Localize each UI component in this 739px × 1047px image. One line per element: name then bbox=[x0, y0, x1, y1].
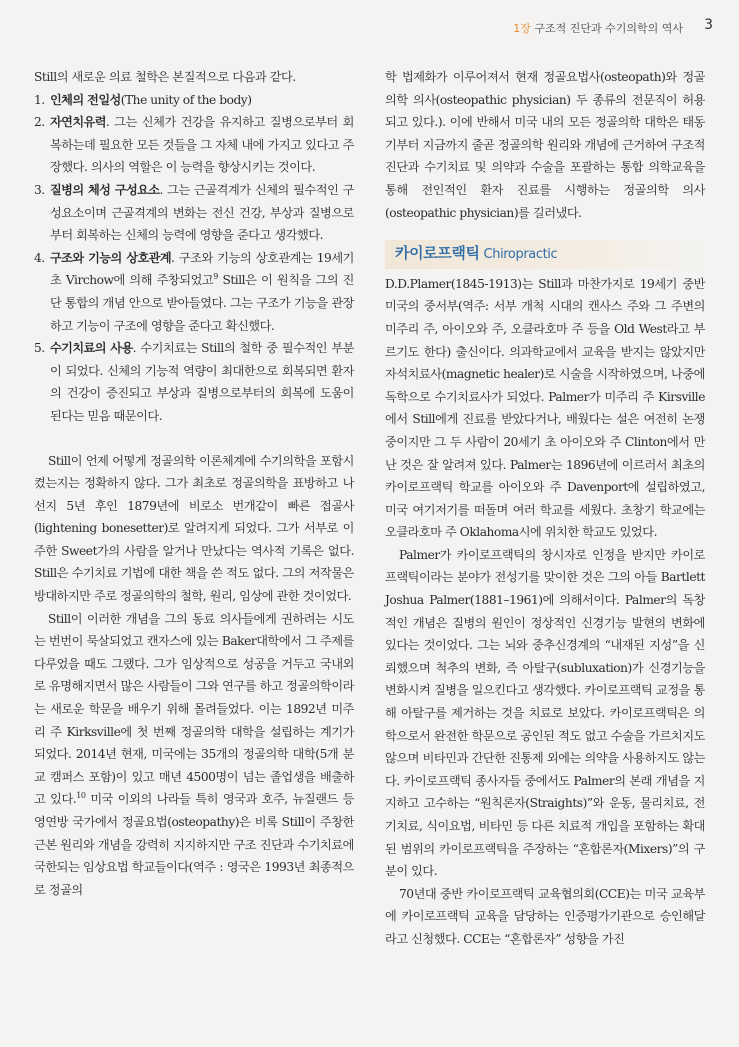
list-item bbox=[34, 179, 354, 247]
body-paragraph: Palmer가 카이로프랙틱의 창시자로 인정을 받지만 카이로프랙틱이라는 분야가 전성기를 맞이한 것은 그의 아들 Bartlett Joshua Palmer(1881–1961)에 의해서이다. Palmer의 독창적인 개념은 질병의 원인이 정상적인 신경기능 발현의 변화에 있다는 것이었다. 그는 뇌와 중추신경계의 “내재된 지성”을 신뢰했으며 척추의 변화, 즉 아탈구(subluxation)가 신경기능을 변화시켜 질병을 일으킨다고 생각했다. 카이로프랙틱 교정을 통해 아탈구를 제거하는 것을 치료로 보았다. 카이로프랙틱은 의학으로서 완전한 학문으로 공인된 적도 없고 수술을 가르치지도 않으며 비타민과 간단한 진통제 외에는 의약을 사용하지도 않는다. 카이로프랙틱 종사자들 중에서도 Palmer의 본래 개념을 지지하고 고수하는 “원칙론자(Straights)”와 운동, 물리치료, 전기치료, 식이요법, 비타민 등 다른 치료적 개입을 포함하는 확대된 범위의 카이로프랙틱을 주장하는 “혼합론자(Mixers)”의 구분이 있다. bbox=[385, 547, 705, 879]
item-number: 5. bbox=[34, 341, 45, 356]
principles-list bbox=[34, 89, 354, 428]
chapter-title: 구조적 진단과 수기의학의 역사 bbox=[534, 22, 683, 35]
item-term: 구조와 기능의 상호관계 bbox=[50, 250, 172, 265]
item-text: . 구조와 기능의 상호관계는 19세기 초 Virchow에 의해 주창되었고 bbox=[50, 250, 354, 288]
section-title-korean: 카이로프랙틱 bbox=[395, 244, 480, 263]
item-term: 자연치유력 bbox=[50, 115, 106, 130]
item-number: 3. bbox=[34, 182, 45, 197]
item-term: 질병의 체성 구성요소 bbox=[50, 182, 160, 197]
item-number: 1. bbox=[34, 92, 45, 107]
item-number: 4. bbox=[34, 250, 45, 265]
chapter-number: 1장 bbox=[513, 22, 531, 35]
body-paragraph: 70년대 중반 카이로프랙틱 교육협의회(CCE)는 미국 교육부에 카이로프랙틱 교육을 담당하는 인증평가기관으로 승인해달라고 신청했다. CCE는 “혼합론자” 성향을 가진 bbox=[385, 886, 705, 946]
body-paragraph: 학 법제화가 이루어져서 현재 정골요법사(osteopath)와 정골의학 의사(osteopathic physician) 두 종류의 전문직이 허용되고 있다.). 이에 반해서 미국 내의 모든 정골의학 대학은 태동기부터 지금까지 줄곧 정골의학 원리와 개념에 근거하여 구조적 진단과 수기치료 및 의약과 수술을 포괄하는 통합 의학교육을 통해 전인적인 환자 진료를 시행하는 정골의학 의사(osteopathic physician)를 길러냈다. bbox=[385, 70, 705, 220]
page-header bbox=[0, 0, 739, 44]
paragraph-text: Still이 이러한 개념을 그의 동료 의사들에게 권하려는 시도는 번번이 묵살되었고 캔자스에 있는 Baker대학에서 그 주제를 다루었을 때도 그랬다. 그가 임상적으로 성공을 거두고 국내외로 유명해지면서 많은 사람들이 그와 연구를 하고 정골의학이라는 새로운 학문을 배우기 위해 몰려들었다. 이는 1892년 미주리 주 Kirksville에 첫 번째 정골의학 대학을 설립하는 계기가 되었다. 2014년 현재, 미국에는 35개의 정골의학 대학(5개 분교 캠퍼스 포함)이 있고 매년 4500명이 넘는 졸업생을 배출하고 있다. bbox=[34, 611, 354, 807]
intro-text: Still의 새로운 의료 철학은 본질적으로 다음과 같다. bbox=[34, 70, 296, 84]
paragraph-text-continued: 미국 이외의 나라들 특히 영국과 호주, 뉴질랜드 등 영연방 국가에서 정골요법(osteopathy)은 비록 Still이 주창한 근본 원리와 개념을 강력히 지지하지만 구조 진단과 수기치료에 국한되는 임상요법 학교들이다(역주 : 영국은 1993년 최종적으로 정골의 bbox=[34, 792, 354, 897]
item-term: 수기치료의 사용 bbox=[50, 341, 133, 356]
item-text: . 수기치료는 Still의 철학 중 필수적인 부분이 되었다. 신체의 기능적 역량이 최대한으로 회복되면 환자의 건강이 증진되고 부상과 질병으로부터의 회복에 도움이 된다는 믿음 때문이다. bbox=[50, 341, 354, 423]
body-paragraph: D.D.Plamer(1845-1913)는 Still과 마찬가지로 19세기 중반 미국의 중서부(역주: 서부 개척 시대의 캔사스 주와 그 주변의 미주리 주, 아이오와 주, 오클라호마 주 등을 Old West라고 부르기도 한다) 출신이다. 의과학교에서 교육을 받지는 않았지만 자석치료사(magnetic healer)로 시술을 시작하였으며, 나중에 독학으로 수기치료사가 되었다. Palmer가 미주리 주 Kirsville에서 Still에게 진료를 받았다거나, 배웠다는 설은 여전히 논쟁 중이지만 그 두 사람이 20세기 초 아이오와 주 Clinton에서 만난 것은 잘 알려져 있다. Palmer는 1896년에 이르러서 최초의 카이로프랙틱 학교를 아이오와 주 Davenport에 설립하였고, 미국 여기저기를 떠돌며 여러 학교를 세웠다. 초창기 학교에는 오클라호마 주 Oklahoma시에 위치한 학교도 있었다. bbox=[385, 276, 705, 540]
item-term: 인체의 전일성 bbox=[50, 92, 121, 107]
item-text: . 그는 근골격계가 신체의 필수적인 구성요소이며 근골격계의 변화는 전신 건강, 부상과 질병으로부터 회복하는 신체의 능력에 영향을 준다고 생각했다. bbox=[50, 182, 354, 243]
body-paragraph: Still이 언제 어떻게 정골의학 이론체계에 수기의학을 포함시켰는지는 정확하지 않다. 그가 최초로 정골의학을 표방하고 나선지 5년 후인 1879년에 비로소 번개같이 빠른 접골사(lightening bonesetter)로 알려지게 되었다. 그가 서부로 이주한 Sweet가의 사람을 알거나 만났다는 역사적 기록은 없다. Still은 수기치료 기법에 대한 책을 쓴 적도 없다. 그의 저작물은 방대하지만 주로 정골의학의 철학, 원리, 임상에 관한 것이었다. bbox=[34, 453, 354, 604]
right-column bbox=[385, 66, 705, 951]
list-item bbox=[34, 337, 354, 427]
page-number: 3 bbox=[704, 17, 713, 33]
footnote-ref: 10 bbox=[76, 791, 86, 801]
list-item bbox=[34, 111, 354, 179]
item-number: 2. bbox=[34, 115, 45, 130]
running-header bbox=[513, 20, 683, 36]
item-text: (The unity of the body) bbox=[120, 92, 252, 107]
item-text: . 그는 신체가 건강을 유지하고 질병으로부터 회복하는데 필요한 모든 것들을 그 자체 내에 가지고 있다고 주장했다. 의사의 역할은 이 능력을 향상시키는 것이다. bbox=[50, 115, 354, 175]
item-text-continued: Still은 이 원칙을 그의 진단 통합의 개념 안으로 받아들였다. 그는 구조가 기능을 관장하고 기능이 구조에 영향을 준다고 확신했다. bbox=[50, 273, 354, 333]
left-column bbox=[34, 66, 354, 901]
list-item bbox=[34, 247, 354, 337]
section-title-english: Chiropractic bbox=[483, 247, 558, 263]
section-heading bbox=[385, 240, 705, 269]
footnote-ref: 9 bbox=[213, 272, 218, 282]
body-paragraph bbox=[34, 608, 354, 902]
list-item bbox=[34, 89, 354, 112]
